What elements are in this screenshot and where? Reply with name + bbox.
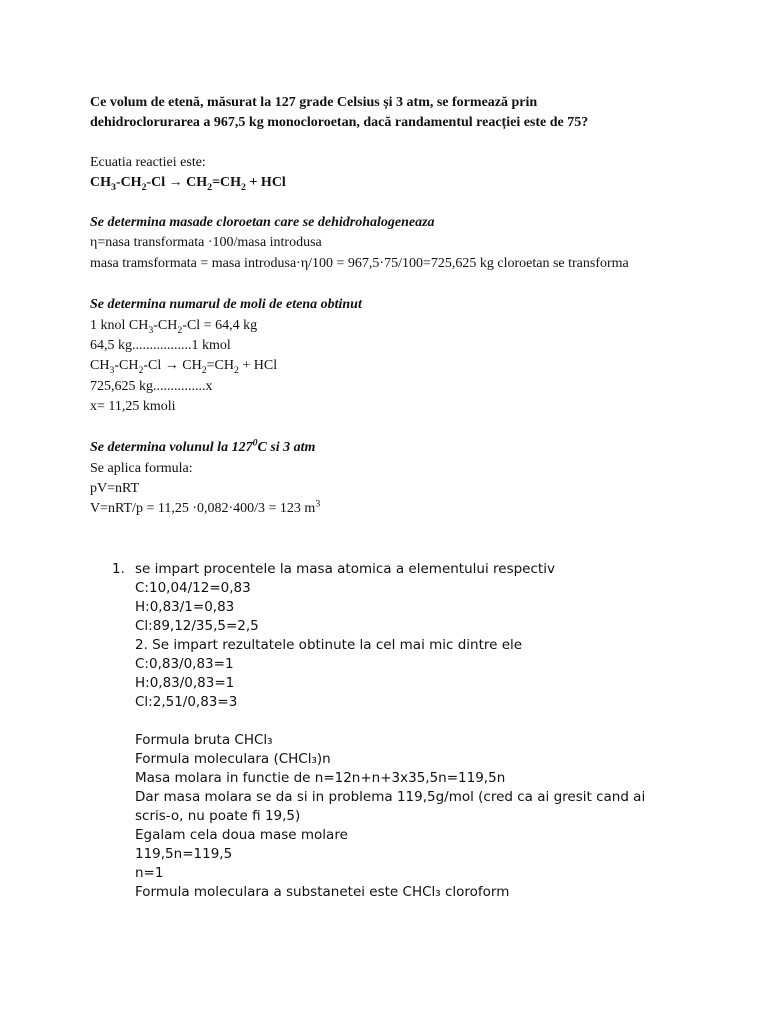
list-line: 2. Se impart rezultatele obtinute la cel mai mic dintre ele <box>135 637 523 653</box>
list-line: H:0,83/1=0,83 <box>135 599 235 615</box>
list-line: C:10,04/12=0,83 <box>135 580 251 596</box>
list-item-number: 1. <box>112 561 125 577</box>
reaction-equation: $CH_3-CH_2-Cl \to CH_2=CH_2$ + HCl <box>90 175 286 193</box>
section-2-line-4: 725,625 kg...............x <box>90 379 213 394</box>
list-line: C:0,83/0,83=1 <box>135 656 234 672</box>
list-line: Masa molara in functie de n=12n+n+3x35,5n=119,5n <box>135 770 506 786</box>
section-3-line-1: Se aplica formula: <box>90 461 193 476</box>
section-3-line-2: pV=nRT <box>90 481 140 496</box>
list-item-text: se impart procentele la masa atomica a elementului respectiv <box>135 561 555 577</box>
list-line: scris-o, nu poate fi 19,5) <box>135 808 301 824</box>
list-line: Cl:89,12/35,5=2,5 <box>135 618 259 634</box>
section-2-line-3: $CH_3-CH_2-Cl \to CH_2=CH_2$ + HCl <box>90 358 278 376</box>
section-1-line-1: η=nasa transformata ·100/masa introdusa <box>90 235 322 250</box>
list-line: Formula moleculara (CHCl₃)n <box>135 751 331 767</box>
section-2-line-2: 64,5 kg.................1 kmol <box>90 338 231 353</box>
list-line: Dar masa molara se da si in problema 119,5g/mol (cred ca ai gresit cand ai <box>135 789 646 805</box>
question-line-1: Ce volum de etenă, măsurat la 127 grade Celsius și 3 atm, se formează prin <box>90 95 538 110</box>
list-line: Formula bruta CHCl₃ <box>135 732 273 748</box>
reaction-heading: Ecuatia reactiei este: <box>90 155 206 170</box>
question-line-2: dehidroclorurarea a 967,5 kg monocloroetan, dacă randamentul reacției este de 75? <box>90 115 589 130</box>
section-3-title: Se determina volunul la $127^0C$ si 3 atm <box>90 437 316 455</box>
section-2-title: Se determina numarul de moli de etena obtinut <box>90 297 362 312</box>
list-line: Egalam cela doua mase molare <box>135 827 348 843</box>
section-2-line-5: x= 11,25 kmoli <box>90 399 176 414</box>
list-line: n=1 <box>135 865 164 881</box>
section-3-line-3: V=nRT/p = 11,25 ·0,082·400/3 = 123 $m^3$ <box>90 498 321 516</box>
section-2-line-1: 1 knol $CH_3-CH_2-Cl = 64,4$ kg <box>90 318 258 336</box>
section-1-title: Se determina masade cloroetan care se dehidrohalogeneaza <box>90 215 435 230</box>
list-line: Formula moleculara a substanetei este CHCl₃ cloroform <box>135 884 510 900</box>
list-line: 119,5n=119,5 <box>135 846 233 862</box>
list-line: H:0,83/0,83=1 <box>135 675 235 691</box>
list-line: Cl:2,51/0,83=3 <box>135 694 238 710</box>
section-1-line-2: masa tramsformata = masa introdusa·η/100 = 967,5·75/100=725,625 kg cloroetan se transforma <box>90 256 629 271</box>
